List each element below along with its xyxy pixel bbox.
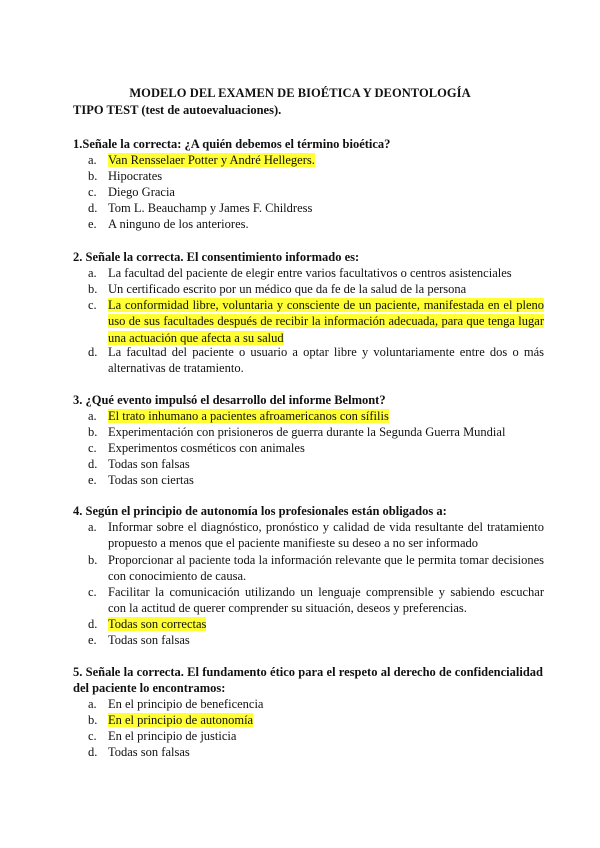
option-letter: d. (88, 457, 98, 471)
q2-option-d (88, 344, 544, 377)
page-subtitle: TIPO TEST (test de autoevaluaciones). (73, 103, 282, 117)
option-text: Todas son ciertas (108, 473, 194, 487)
q1-option-e (88, 216, 544, 232)
q4-option-a (88, 519, 544, 552)
option-letter: a. (88, 697, 97, 711)
option-text: Experimentación con prisioneros de guerra durante la Segunda Guerra Mundial (108, 425, 506, 439)
option-text: Todas son correctas (108, 617, 207, 631)
option-text: La facultad del paciente o usuario a optar libre y voluntariamente entre dos o más alternativas de tratamiento. (108, 345, 544, 376)
q3-option-c (88, 440, 544, 456)
q3-option-b (88, 424, 544, 440)
option-letter: d. (88, 201, 98, 215)
option-letter: e. (88, 217, 97, 231)
option-text: Proporcionar al paciente toda la información relevante que le permita tomar decisiones con conocimiento de causa. (108, 553, 544, 584)
q4-option-d (88, 616, 544, 632)
option-letter: a. (88, 520, 97, 534)
option-text: A ninguno de los anteriores. (108, 217, 249, 231)
q1-option-c (88, 184, 544, 200)
q3-option-e (88, 472, 544, 488)
q2-option-a (88, 265, 544, 281)
option-letter: b. (88, 282, 98, 296)
option-letter: c. (88, 441, 97, 455)
option-letter: c. (88, 298, 97, 312)
option-letter: a. (88, 409, 97, 423)
option-text: Diego Gracia (108, 185, 175, 199)
option-text: Todas son falsas (108, 745, 190, 759)
question-3: 3. ¿Qué evento impulsó el desarrollo del informe Belmont? (73, 393, 386, 407)
option-text: Un certificado escrito por un médico que da fe de la salud de la persona (108, 282, 467, 296)
q1-option-b (88, 168, 544, 184)
option-letter: b. (88, 169, 98, 183)
question-1: 1.Señale la correcta: ¿A quién debemos el término bioética? (73, 137, 391, 151)
option-letter: e. (88, 473, 97, 487)
option-text: El trato inhumano a pacientes afroamericanos con sífilis (108, 409, 389, 423)
option-letter: a. (88, 153, 97, 167)
q4-option-e (88, 632, 544, 648)
question-2: 2. Señale la correcta. El consentimiento informado es: (73, 250, 360, 264)
q5-option-d (88, 744, 544, 760)
option-text: Experimentos cosméticos con animales (108, 441, 305, 455)
option-letter: b. (88, 425, 98, 439)
option-text: En el principio de justicia (108, 729, 237, 743)
option-letter: d. (88, 745, 98, 759)
question-4: 4. Según el principio de autonomía los profesionales están obligados a: (73, 504, 447, 518)
q5-option-b (88, 712, 544, 728)
q5-option-c (88, 728, 544, 744)
q5-option-a (88, 696, 544, 712)
option-text: La facultad del paciente de elegir entre varios facultativos o centros asistenciales (108, 266, 512, 280)
q2-option-b (88, 281, 544, 297)
option-letter: e. (88, 633, 97, 647)
option-letter: a. (88, 266, 97, 280)
option-letter: c. (88, 729, 97, 743)
page-title: MODELO DEL EXAMEN DE BIOÉTICA Y DEONTOLOGÍA (129, 86, 471, 100)
option-text: Tom L. Beauchamp y James F. Childress (108, 201, 313, 215)
option-text: Van Rensselaer Potter y André Hellegers. (108, 153, 315, 167)
q3-option-a (88, 408, 544, 424)
option-text: La conformidad libre, voluntaria y consciente de un paciente, manifestada en el pleno uso de sus facultades después de recibir la información adecuada, para que tenga lugar una actuación que afecta a su salud (108, 298, 544, 345)
option-letter: b. (88, 553, 98, 567)
q3-option-d (88, 456, 544, 472)
q1-option-d (88, 200, 544, 216)
q1-option-a (88, 152, 544, 168)
q4-option-b (88, 552, 544, 585)
option-text: Todas son falsas (108, 457, 190, 471)
q2-option-c (88, 297, 544, 346)
option-letter: c. (88, 585, 97, 599)
option-letter: d. (88, 617, 98, 631)
option-text: Facilitar la comunicación utilizando un lenguaje comprensible y sabiendo escuchar con la actitud de querer comprender su situación, deseos y preferencias. (108, 585, 544, 616)
option-letter: d. (88, 345, 98, 359)
question-5: 5. Señale la correcta. El fundamento ético para el respeto al derecho de confidencialidad del paciente lo encontramos: (73, 665, 543, 695)
option-letter: b. (88, 713, 98, 727)
q4-option-c (88, 584, 544, 617)
option-text: Hipocrates (108, 169, 163, 183)
option-text: En el principio de autonomía (108, 713, 254, 727)
option-text: En el principio de beneficencia (108, 697, 264, 711)
option-letter: c. (88, 185, 97, 199)
option-text: Informar sobre el diagnóstico, pronóstico y calidad de vida resultante del tratamiento propuesto a menos que el paciente manifieste su deseo a no ser informado (108, 520, 544, 551)
option-text: Todas son falsas (108, 633, 190, 647)
